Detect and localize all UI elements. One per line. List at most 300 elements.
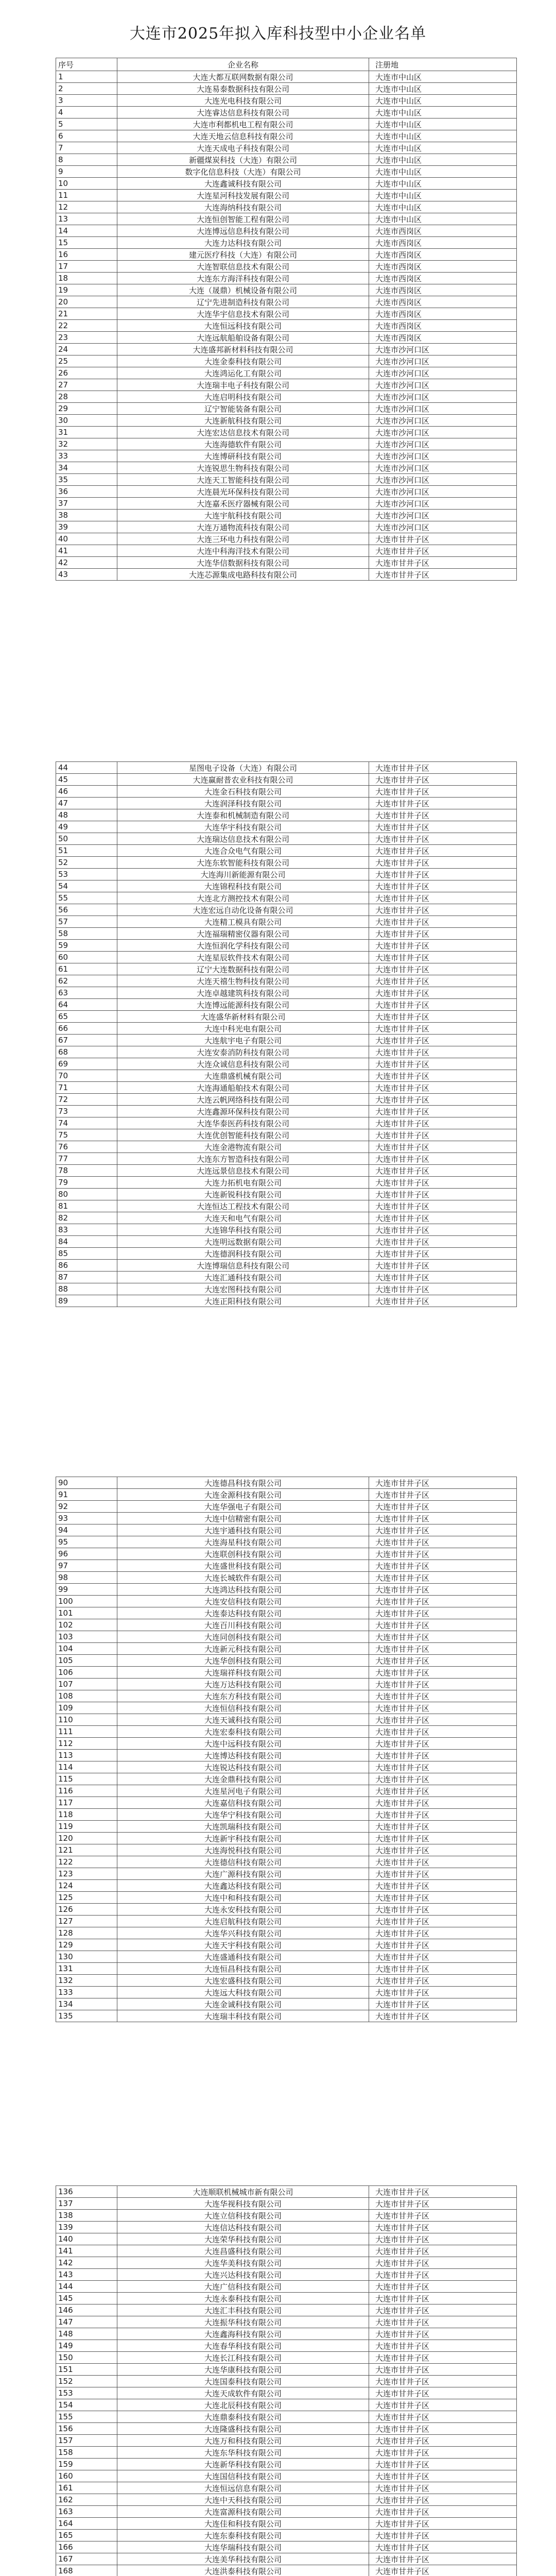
row-number: 148: [56, 2328, 117, 2340]
registered-area: 大连市甘井子区: [369, 1141, 517, 1153]
table-row: [56, 1655, 517, 1667]
table-row: [56, 2245, 517, 2257]
registered-area: 大连市甘井子区: [369, 2459, 517, 2470]
row-number: 97: [56, 1560, 117, 1572]
registered-area: 大连市甘井子区: [369, 2245, 517, 2257]
company-name: 大连泰达科技有限公司: [117, 1607, 369, 1619]
row-number: 149: [56, 2340, 117, 2352]
table-row: [56, 2494, 517, 2506]
row-number: 131: [56, 1963, 117, 1975]
registered-area: 大连市甘井子区: [369, 2364, 517, 2376]
table-row: [56, 2553, 517, 2565]
row-number: 70: [56, 1070, 117, 1082]
company-name: 辽宁智能装备有限公司: [117, 403, 369, 415]
registered-area: 大连市甘井子区: [369, 1177, 517, 1189]
registered-area: 大连市中山区: [369, 130, 517, 142]
row-number: 76: [56, 1141, 117, 1153]
table-row: [56, 391, 517, 403]
table-row: [56, 798, 517, 809]
registered-area: 大连市西岗区: [369, 296, 517, 308]
registered-area: 大连市甘井子区: [369, 1844, 517, 1856]
registered-area: 大连市中山区: [369, 107, 517, 118]
registered-area: 大连市甘井子区: [369, 1070, 517, 1082]
company-name: 大连星河科技发展有限公司: [117, 190, 369, 201]
table-row: [56, 2257, 517, 2269]
registered-area: 大连市甘井子区: [369, 1927, 517, 1939]
registered-area: 大连市甘井子区: [369, 1619, 517, 1631]
table-row: [56, 1809, 517, 1821]
company-name: 大连汇丰科技有限公司: [117, 2304, 369, 2316]
row-number: 167: [56, 2553, 117, 2565]
company-name: 大连兴达科技有限公司: [117, 2269, 369, 2281]
table-row: [56, 142, 517, 154]
table-row: [56, 533, 517, 545]
company-name: 大连嘉信科技有限公司: [117, 1797, 369, 1809]
company-name: 大连博达科技有限公司: [117, 1750, 369, 1761]
table-row: [56, 1631, 517, 1643]
company-name: 大连鑫源环保科技有限公司: [117, 1106, 369, 1117]
row-number: 53: [56, 869, 117, 880]
table-row: [56, 1785, 517, 1797]
company-name: 大连鼎盛机械有限公司: [117, 1070, 369, 1082]
company-name: 大连三环电力科技有限公司: [117, 533, 369, 545]
table-row: [56, 1011, 517, 1023]
row-number: 139: [56, 2222, 117, 2233]
table-row: [56, 1916, 517, 1927]
table-row: [56, 1821, 517, 1833]
row-number: 69: [56, 1058, 117, 1070]
table-row: [56, 2565, 517, 2576]
row-number: 12: [56, 201, 117, 213]
registered-area: 大连市甘井子区: [369, 1011, 517, 1023]
row-number: 128: [56, 1927, 117, 1939]
company-name: 大连航宇电子有限公司: [117, 1035, 369, 1046]
enterprise-table-section-3: [56, 1477, 517, 2022]
company-name: 大连海悦科技有限公司: [117, 1844, 369, 1856]
row-number: 59: [56, 940, 117, 952]
row-number: 40: [56, 533, 117, 545]
company-name: 大连力达科技有限公司: [117, 237, 369, 249]
company-name: 大连德信科技有限公司: [117, 1856, 369, 1868]
table-row: [56, 1501, 517, 1513]
table-row: [56, 904, 517, 916]
company-name: 大连洪泰科技有限公司: [117, 2565, 369, 2576]
registered-area: 大连市甘井子区: [369, 1224, 517, 1236]
row-number: 49: [56, 821, 117, 833]
header-area: 注册地: [369, 58, 517, 71]
company-name: 大连安泰消防科技有限公司: [117, 1046, 369, 1058]
registered-area: 大连市甘井子区: [369, 1631, 517, 1643]
table-row: [56, 2399, 517, 2411]
registered-area: 大连市甘井子区: [369, 1726, 517, 1738]
registered-area: 大连市甘井子区: [369, 762, 517, 774]
row-number: 9: [56, 166, 117, 178]
company-name: 大连博远能源科技有限公司: [117, 999, 369, 1011]
table-row: [56, 154, 517, 166]
row-number: 7: [56, 142, 117, 154]
row-number: 114: [56, 1761, 117, 1773]
registered-area: 大连市甘井子区: [369, 1714, 517, 1726]
table-row: [56, 2364, 517, 2376]
company-name: 大连北辰科技有限公司: [117, 2399, 369, 2411]
registered-area: 大连市甘井子区: [369, 2010, 517, 2022]
table-row: [56, 1070, 517, 1082]
table-row: [56, 2518, 517, 2530]
row-number: 102: [56, 1619, 117, 1631]
row-number: 118: [56, 1809, 117, 1821]
company-name: 大连佳和科技有限公司: [117, 2518, 369, 2530]
registered-area: 大连市甘井子区: [369, 545, 517, 557]
company-name: 大连东华科技有限公司: [117, 2447, 369, 2459]
registered-area: 大连市甘井子区: [369, 2352, 517, 2364]
table-row: [56, 1489, 517, 1501]
registered-area: 大连市沙河口区: [369, 391, 517, 403]
company-name: 大连万和科技有限公司: [117, 2435, 369, 2447]
registered-area: 大连市甘井子区: [369, 2518, 517, 2530]
registered-area: 大连市甘井子区: [369, 2340, 517, 2352]
company-name: 大连鼎泰科技有限公司: [117, 2411, 369, 2423]
table-row: [56, 1477, 517, 1489]
company-name: 辽宁先进制造科技有限公司: [117, 296, 369, 308]
row-number: 95: [56, 1536, 117, 1548]
row-number: 13: [56, 213, 117, 225]
registered-area: 大连市甘井子区: [369, 1082, 517, 1094]
row-number: 156: [56, 2423, 117, 2435]
row-number: 46: [56, 786, 117, 798]
table-row: [56, 975, 517, 987]
row-number: 142: [56, 2257, 117, 2269]
registered-area: 大连市甘井子区: [369, 774, 517, 786]
company-name: 大连天工智能科技有限公司: [117, 474, 369, 486]
table-row: [56, 83, 517, 95]
company-name: 大连东方科技有限公司: [117, 1690, 369, 1702]
registered-area: 大连市沙河口区: [369, 498, 517, 510]
company-name: 大连天宇科技有限公司: [117, 1939, 369, 1951]
table-row: [56, 845, 517, 857]
company-name: 大连远景信息技术有限公司: [117, 1165, 369, 1177]
registered-area: 大连市西岗区: [369, 284, 517, 296]
registered-area: 大连市沙河口区: [369, 510, 517, 521]
company-name: 大连中科光电有限公司: [117, 1023, 369, 1035]
table-row: [56, 284, 517, 296]
company-name: 大连星河电子有限公司: [117, 1785, 369, 1797]
company-name: 大连恒信科技有限公司: [117, 1702, 369, 1714]
company-name: 大连海通船舶技术有限公司: [117, 1082, 369, 1094]
company-name: 大连海纳科技有限公司: [117, 201, 369, 213]
registered-area: 大连市西岗区: [369, 261, 517, 273]
row-number: 107: [56, 1679, 117, 1690]
table-row: [56, 1643, 517, 1655]
company-name: 大连锐达科技有限公司: [117, 1761, 369, 1773]
registered-area: 大连市甘井子区: [369, 845, 517, 857]
company-name: 大连易泰数据科技有限公司: [117, 83, 369, 95]
company-name: 大连春华科技有限公司: [117, 2340, 369, 2352]
registered-area: 大连市甘井子区: [369, 987, 517, 999]
table-row: [56, 1904, 517, 1916]
registered-area: 大连市甘井子区: [369, 1738, 517, 1750]
registered-area: 大连市甘井子区: [369, 1667, 517, 1679]
table-row: [56, 880, 517, 892]
registered-area: 大连市甘井子区: [369, 999, 517, 1011]
registered-area: 大连市沙河口区: [369, 427, 517, 438]
company-name: 大连华宁科技有限公司: [117, 1809, 369, 1821]
company-name: 大连天成电子科技有限公司: [117, 142, 369, 154]
company-name: 大连华宇科技有限公司: [117, 821, 369, 833]
registered-area: 大连市甘井子区: [369, 2482, 517, 2494]
company-name: 大连宇航科技有限公司: [117, 510, 369, 521]
row-number: 27: [56, 379, 117, 391]
company-name: 大连福瑞精密仪器有限公司: [117, 928, 369, 940]
table-row: [56, 1524, 517, 1536]
company-name: 大连市利都机电工程有限公司: [117, 118, 369, 130]
row-number: 35: [56, 474, 117, 486]
company-name: 大连华信数据科技有限公司: [117, 557, 369, 569]
table-row: [56, 1117, 517, 1129]
registered-area: 大连市甘井子区: [369, 1655, 517, 1667]
registered-area: 大连市甘井子区: [369, 1035, 517, 1046]
company-name: 大连荣华科技有限公司: [117, 2233, 369, 2245]
table-row: [56, 2423, 517, 2435]
row-number: 165: [56, 2530, 117, 2541]
registered-area: 大连市甘井子区: [369, 1094, 517, 1106]
row-number: 105: [56, 1655, 117, 1667]
row-number: 168: [56, 2565, 117, 2576]
company-name: 大连海星科技有限公司: [117, 1536, 369, 1548]
registered-area: 大连市甘井子区: [369, 1607, 517, 1619]
table-row: [56, 1607, 517, 1619]
registered-area: 大连市甘井子区: [369, 1572, 517, 1584]
company-name: 大连新锐科技有限公司: [117, 1189, 369, 1200]
table-row: [56, 1844, 517, 1856]
row-number: 34: [56, 462, 117, 474]
company-name: 大连正阳科技有限公司: [117, 1295, 369, 1307]
table-row: [56, 2304, 517, 2316]
table-row: [56, 1679, 517, 1690]
row-number: 99: [56, 1584, 117, 1596]
row-number: 61: [56, 963, 117, 975]
registered-area: 大连市沙河口区: [369, 486, 517, 498]
company-name: 大连瑞达信息技术有限公司: [117, 833, 369, 845]
row-number: 150: [56, 2352, 117, 2364]
registered-area: 大连市甘井子区: [369, 1868, 517, 1880]
registered-area: 大连市甘井子区: [369, 1212, 517, 1224]
registered-area: 大连市甘井子区: [369, 2411, 517, 2423]
registered-area: 大连市甘井子区: [369, 1773, 517, 1785]
row-number: 137: [56, 2198, 117, 2210]
table-row: [56, 225, 517, 237]
table-row: [56, 1667, 517, 1679]
row-number: 115: [56, 1773, 117, 1785]
registered-area: 大连市甘井子区: [369, 1272, 517, 1283]
row-number: 132: [56, 1975, 117, 1987]
row-number: 45: [56, 774, 117, 786]
table-row: [56, 1619, 517, 1631]
table-row: [56, 821, 517, 833]
row-number: 126: [56, 1904, 117, 1916]
table-row: [56, 1141, 517, 1153]
row-number: 15: [56, 237, 117, 249]
company-name: 大连新宇科技有限公司: [117, 1833, 369, 1844]
row-number: 11: [56, 190, 117, 201]
registered-area: 大连市中山区: [369, 154, 517, 166]
company-name: 大连凯瑞科技有限公司: [117, 1821, 369, 1833]
row-number: 129: [56, 1939, 117, 1951]
row-number: 18: [56, 273, 117, 284]
row-number: 117: [56, 1797, 117, 1809]
row-number: 153: [56, 2387, 117, 2399]
table-row: [56, 2387, 517, 2399]
table-row: [56, 178, 517, 190]
registered-area: 大连市甘井子区: [369, 1248, 517, 1260]
company-name: 大连恒达工程技术有限公司: [117, 1200, 369, 1212]
row-number: 133: [56, 1987, 117, 1998]
company-name: 大连力拓机电有限公司: [117, 1177, 369, 1189]
registered-area: 大连市沙河口区: [369, 438, 517, 450]
registered-area: 大连市甘井子区: [369, 1904, 517, 1916]
registered-area: 大连市西岗区: [369, 308, 517, 320]
company-name: 大连富源科技有限公司: [117, 2506, 369, 2518]
table-row: [56, 462, 517, 474]
registered-area: 大连市甘井子区: [369, 1916, 517, 1927]
row-number: 113: [56, 1750, 117, 1761]
row-number: 116: [56, 1785, 117, 1797]
table-row: [56, 1560, 517, 1572]
row-number: 119: [56, 1821, 117, 1833]
row-number: 71: [56, 1082, 117, 1094]
row-number: 96: [56, 1548, 117, 1560]
table-row: [56, 95, 517, 107]
company-name: 大连北方测控技术有限公司: [117, 892, 369, 904]
registered-area: 大连市西岗区: [369, 225, 517, 237]
registered-area: 大连市甘井子区: [369, 1880, 517, 1892]
registered-area: 大连市甘井子区: [369, 1702, 517, 1714]
row-number: 78: [56, 1165, 117, 1177]
registered-area: 大连市沙河口区: [369, 450, 517, 462]
table-row: [56, 1082, 517, 1094]
company-name: 大连海川新能源有限公司: [117, 869, 369, 880]
row-number: 151: [56, 2364, 117, 2376]
company-name: 大连晨光环保科技有限公司: [117, 486, 369, 498]
row-number: 130: [56, 1951, 117, 1963]
company-name: 大连盛华新材料有限公司: [117, 1011, 369, 1023]
registered-area: 大连市甘井子区: [369, 1153, 517, 1165]
registered-area: 大连市甘井子区: [369, 1106, 517, 1117]
table-row: [56, 273, 517, 284]
registered-area: 大连市甘井子区: [369, 2541, 517, 2553]
registered-area: 大连市甘井子区: [369, 2198, 517, 2210]
company-name: 大连万达科技有限公司: [117, 1679, 369, 1690]
table-row: [56, 1212, 517, 1224]
registered-area: 大连市甘井子区: [369, 1856, 517, 1868]
row-number: 68: [56, 1046, 117, 1058]
registered-area: 大连市中山区: [369, 83, 517, 95]
table-row: [56, 2530, 517, 2541]
table-row: [56, 450, 517, 462]
row-number: 19: [56, 284, 117, 296]
company-name: 大连华宇信息技术有限公司: [117, 308, 369, 320]
table-row: [56, 1750, 517, 1761]
registered-area: 大连市沙河口区: [369, 403, 517, 415]
row-number: 16: [56, 249, 117, 261]
row-number: 80: [56, 1189, 117, 1200]
registered-area: 大连市甘井子区: [369, 940, 517, 952]
table-row: [56, 2340, 517, 2352]
company-name: 大连宏达信息技术有限公司: [117, 427, 369, 438]
registered-area: 大连市甘井子区: [369, 1489, 517, 1501]
row-number: 31: [56, 427, 117, 438]
table-row: [56, 296, 517, 308]
registered-area: 大连市甘井子区: [369, 1283, 517, 1295]
company-name: 大连（晟鼎）机械设备有限公司: [117, 284, 369, 296]
row-number: 21: [56, 308, 117, 320]
row-number: 55: [56, 892, 117, 904]
row-number: 82: [56, 1212, 117, 1224]
company-name: 大连立信科技有限公司: [117, 2210, 369, 2222]
row-number: 1: [56, 71, 117, 83]
row-number: 145: [56, 2293, 117, 2304]
enterprise-table-section-1: [56, 58, 517, 581]
registered-area: 大连市甘井子区: [369, 1821, 517, 1833]
table-row: [56, 1272, 517, 1283]
row-number: 134: [56, 1998, 117, 2010]
row-number: 93: [56, 1513, 117, 1524]
row-number: 47: [56, 798, 117, 809]
registered-area: 大连市甘井子区: [369, 2257, 517, 2269]
company-name: 大连博研科技有限公司: [117, 450, 369, 462]
table-row: [56, 1951, 517, 1963]
table-row: [56, 2281, 517, 2293]
table-row: [56, 1880, 517, 1892]
company-name: 大连汇通科技有限公司: [117, 1272, 369, 1283]
registered-area: 大连市甘井子区: [369, 1117, 517, 1129]
table-row: [56, 2447, 517, 2459]
row-number: 72: [56, 1094, 117, 1106]
registered-area: 大连市甘井子区: [369, 821, 517, 833]
registered-area: 大连市沙河口区: [369, 415, 517, 427]
table-row: [56, 1260, 517, 1272]
registered-area: 大连市甘井子区: [369, 1295, 517, 1307]
registered-area: 大连市甘井子区: [369, 1260, 517, 1272]
row-number: 154: [56, 2399, 117, 2411]
company-name: 大连中远科技有限公司: [117, 1738, 369, 1750]
registered-area: 大连市中山区: [369, 201, 517, 213]
row-number: 121: [56, 1844, 117, 1856]
row-number: 32: [56, 438, 117, 450]
table-row: [56, 1856, 517, 1868]
table-row: [56, 2541, 517, 2553]
registered-area: 大连市甘井子区: [369, 786, 517, 798]
registered-area: 大连市甘井子区: [369, 2399, 517, 2411]
table-row: [56, 963, 517, 975]
registered-area: 大连市中山区: [369, 142, 517, 154]
registered-area: 大连市甘井子区: [369, 1939, 517, 1951]
table-row: [56, 545, 517, 557]
table-header-row: [56, 58, 517, 71]
row-number: 161: [56, 2482, 117, 2494]
company-name: 大连德润科技有限公司: [117, 1248, 369, 1260]
registered-area: 大连市甘井子区: [369, 1501, 517, 1513]
registered-area: 大连市甘井子区: [369, 1785, 517, 1797]
row-number: 88: [56, 1283, 117, 1295]
table-row: [56, 1975, 517, 1987]
table-row: [56, 2186, 517, 2198]
company-name: 大连永安科技有限公司: [117, 1904, 369, 1916]
company-name: 大连中和科技有限公司: [117, 1892, 369, 1904]
table-row: [56, 403, 517, 415]
table-row: [56, 569, 517, 581]
row-number: 66: [56, 1023, 117, 1035]
registered-area: 大连市甘井子区: [369, 2447, 517, 2459]
